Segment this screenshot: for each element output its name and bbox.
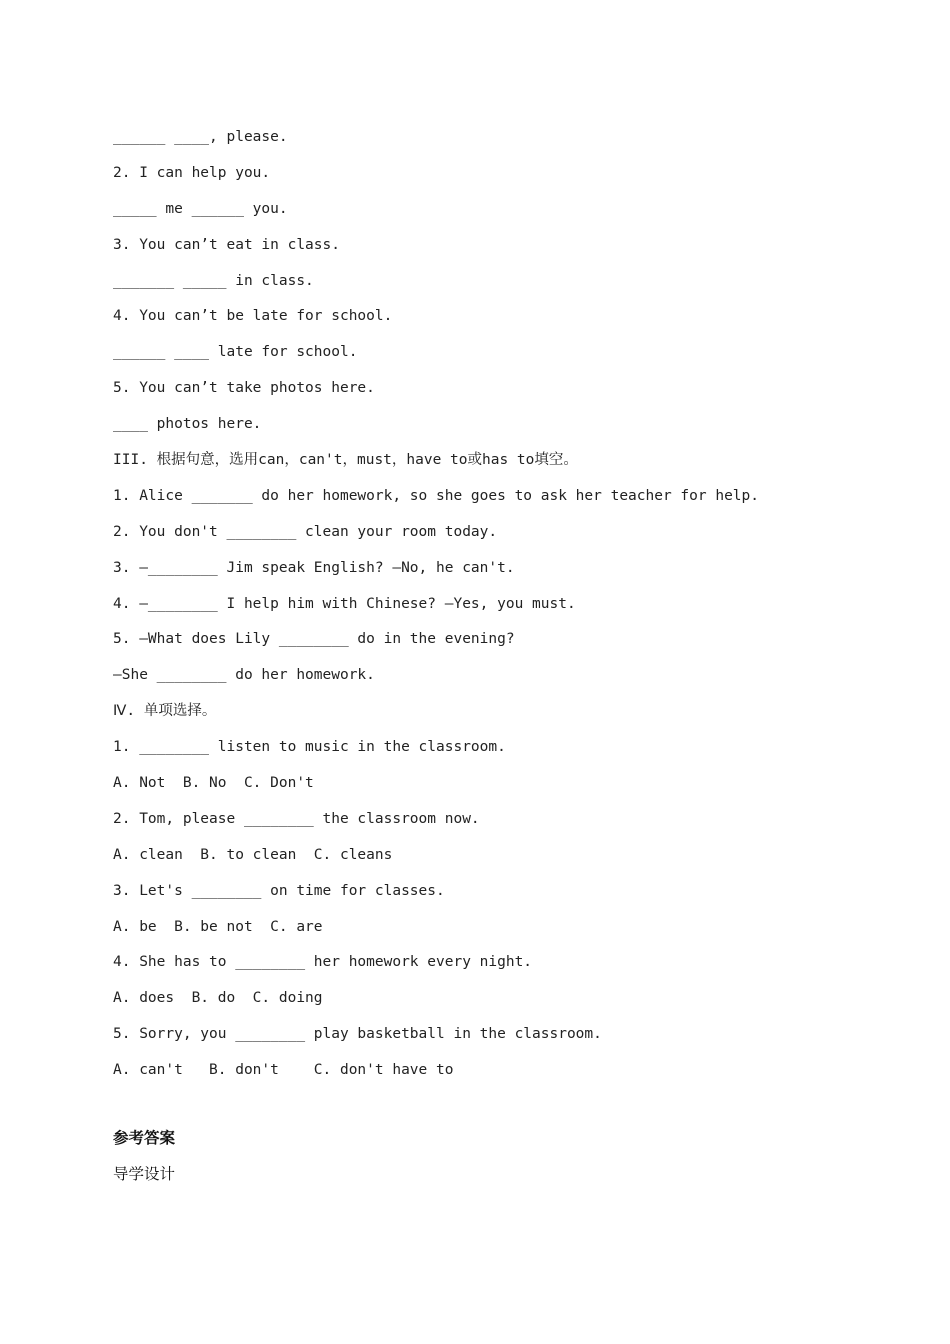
text-line: A. can't B. don't C. don't have to [113, 1062, 454, 1079]
text-line: ______ ____, please. [113, 129, 288, 145]
text-line: 1. Alice _______ do her homework, so she goes to ask her teacher for help. [113, 487, 760, 504]
text-line: ______ ____ late for school. [113, 344, 358, 361]
answer-title: 参考答案 [113, 1129, 176, 1147]
text-line: 3. —________ Jim speak English? —No, he can't. [113, 559, 515, 576]
text-line: 4. You can’t be late for school. [113, 308, 393, 325]
text-line: 3. Let's ________ on time for classes. [113, 882, 445, 899]
answer-section [113, 1126, 175, 1186]
exercise-text [113, 125, 873, 1094]
section-heading: Ⅳ. 单项选择。 [113, 703, 217, 720]
text-line: 2. I can help you. [113, 164, 271, 181]
text-line: ____ photos here. [113, 416, 262, 433]
section-heading: III. 根据句意，选用can，can't，must，have to或has to填空。 [113, 452, 578, 469]
text-line: A. clean B. to clean C. cleans [113, 846, 393, 863]
answer-subtitle: 导学设计 [113, 1165, 176, 1183]
text-line: 1. ________ listen to music in the classroom. [113, 739, 506, 756]
text-line: —She ________ do her homework. [113, 667, 375, 684]
text-line: 5. You can’t take photos here. [113, 380, 375, 397]
text-line: A. be B. be not C. are [113, 918, 323, 935]
text-line: 5. Sorry, you ________ play basketball in the classroom. [113, 1026, 602, 1043]
text-line: 2. You don't ________ clean your room today. [113, 523, 498, 540]
text-line: 4. She has to ________ her homework every night. [113, 954, 533, 971]
text-line: A. Not B. No C. Don't [113, 775, 314, 792]
text-line: 4. —________ I help him with Chinese? —Yes, you must. [113, 595, 576, 612]
text-line: _______ _____ in class. [113, 272, 314, 289]
text-line: 5. —What does Lily ________ do in the evening? [113, 631, 515, 648]
text-line: 2. Tom, please ________ the classroom now. [113, 810, 480, 827]
text-line: 3. You can’t eat in class. [113, 236, 340, 253]
text-line: A. does B. do C. doing [113, 990, 323, 1007]
text-line: _____ me ______ you. [113, 200, 288, 217]
